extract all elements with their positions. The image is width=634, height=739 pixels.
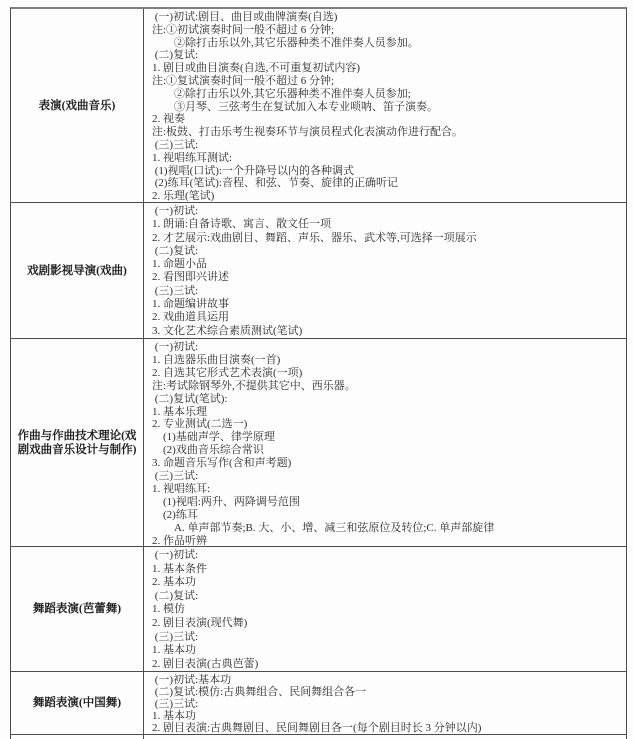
content-line: 2. 剧目表演:古典舞剧目、民间舞剧目各一(每个剧目时长 3 分钟以内)	[152, 722, 482, 734]
content-line: 2. 戏曲道具运用	[152, 311, 229, 324]
content-cell	[144, 547, 626, 671]
content-line: (一)初试:	[152, 341, 199, 353]
content-line: ③月琴、三弦考生在复试加入本专业唢呐、笛子演奏。	[152, 100, 438, 113]
category-cell	[11, 203, 144, 338]
content-line: 注:①复试演奏时间一般不超过 6 分钟;	[152, 74, 335, 87]
content-line: ②除打击乐以外,其它乐器种类不准伴奏人员参加;	[152, 87, 411, 100]
content-line: (三)三试:	[152, 630, 199, 643]
content-line: (一)初试:	[152, 549, 199, 561]
content-line: (二)复试:	[152, 49, 199, 62]
content-line: (2)戏曲音乐综合常识	[152, 444, 264, 457]
content-line: (三)三试:	[152, 698, 199, 711]
category-label: 戏剧影视导演(戏曲)	[27, 264, 127, 277]
content-line: (三)三试:	[152, 470, 199, 483]
exam-table	[10, 7, 627, 739]
content-line: 2. 专业测试(二选一)	[152, 418, 248, 431]
content-line: 1. 基本功	[152, 644, 196, 657]
content-line: 1. 自选器乐曲目演奏(一首)	[152, 353, 281, 366]
category-label: 舞蹈表演(中国舞)	[32, 697, 122, 709]
content-line: 2. 看图即兴讲述	[152, 271, 229, 284]
table-row	[11, 9, 626, 203]
content-line: 2. 剧目表演(现代舞)	[152, 616, 248, 629]
category-cell	[11, 735, 144, 739]
content-line: (三)三试:	[152, 284, 199, 297]
content-line: (一)初试:	[152, 205, 199, 217]
content-line: 1. 朗诵:自备诗歌、寓言、散文任一项	[152, 218, 332, 231]
content-line: (1)视唱(口试):一个升降号以内的各种调式	[152, 164, 354, 177]
content-line: 1. 剧目或曲目演奏(自选,不可重复初试内容)	[152, 62, 361, 75]
table-row	[11, 203, 626, 339]
category-cell	[11, 9, 144, 202]
content-line: (三)三试:	[152, 138, 199, 151]
content-line: (二)复试:模仿:古典舞组合、民间舞组合各一	[152, 686, 367, 699]
content-line: 2. 作品听辨	[152, 534, 207, 546]
table-row	[11, 339, 626, 547]
content-line: (二)复试:	[152, 244, 199, 257]
content-line: 2. 视奏	[152, 113, 185, 126]
content-line: A. 单声部节奏;B. 大、小、增、减三和弦原位及转位;C. 单声部旋律	[152, 521, 495, 534]
content-line: 1. 基本乐理	[152, 405, 207, 418]
content-line: (一)初试:剧目、曲目或曲牌演奏(自选)	[152, 11, 338, 23]
content-cell	[144, 339, 626, 546]
content-line: (1)基础声学、律学原理	[152, 431, 275, 444]
content-line: 1. 视唱练耳:	[152, 482, 211, 495]
content-line: 1. 命题小品	[152, 258, 207, 271]
content-line: 2. 基本功	[152, 576, 196, 589]
content-line: 1. 基本功	[152, 710, 196, 723]
content-cell	[144, 9, 626, 202]
content-line: ②除打击乐以外,其它乐器种类不准伴奏人员参加。	[152, 36, 419, 49]
content-line: 2. 剧目表演(古典芭蕾)	[152, 657, 259, 670]
content-line: 1. 命题编讲故事	[152, 298, 229, 311]
category-cell	[11, 339, 144, 546]
content-line: 2. 乐理(笔试)	[152, 190, 215, 202]
table-row	[11, 672, 626, 735]
table-row	[11, 547, 626, 672]
content-cell	[144, 735, 626, 739]
content-line: (2)练耳(笔试):音程、和弦、节奏、旋律的正确听记	[152, 177, 398, 190]
category-cell	[11, 672, 144, 734]
content-line: 注:板鼓、打击乐考生视奏环节与演员程式化表演动作进行配合。	[152, 126, 464, 139]
category-label: 作曲与作曲技术理论(戏剧戏曲音乐设计与制作)	[17, 429, 137, 456]
content-line: 1. 视唱练耳测试:	[152, 151, 233, 164]
content-line: (1)视唱:两升、两降调号范围	[152, 495, 300, 508]
content-line: 注:考试除钢琴外,不提供其它中、西乐器。	[152, 379, 356, 392]
content-line: 3. 命题音乐写作(含和声考题)	[152, 457, 292, 470]
content-line: (2)练耳	[152, 508, 198, 521]
content-line: 2. 自选其它形式艺术表演(一项)	[152, 366, 303, 379]
content-line: 1. 基本条件	[152, 562, 207, 575]
content-line: 注:①初试演奏时间一般不超过 6 分钟;	[152, 23, 335, 36]
content-cell	[144, 672, 626, 734]
category-label: 表演(戏曲音乐)	[38, 99, 116, 112]
content-line: (一)初试:基本功	[152, 674, 232, 686]
content-line: 3. 文化艺术综合素质测试(笔试)	[152, 324, 303, 337]
table-row-partial	[11, 735, 626, 739]
content-line: (二)复试(笔试):	[152, 392, 228, 405]
content-line: 1. 模仿	[152, 603, 185, 616]
content-line: 2. 才艺展示:戏曲剧目、舞蹈、声乐、器乐、武术等,可选择一项展示	[152, 231, 477, 244]
category-cell	[11, 547, 144, 671]
category-label: 舞蹈表演(芭蕾舞)	[32, 603, 122, 615]
content-cell	[144, 203, 626, 338]
content-line: (二)复试:	[152, 589, 199, 602]
